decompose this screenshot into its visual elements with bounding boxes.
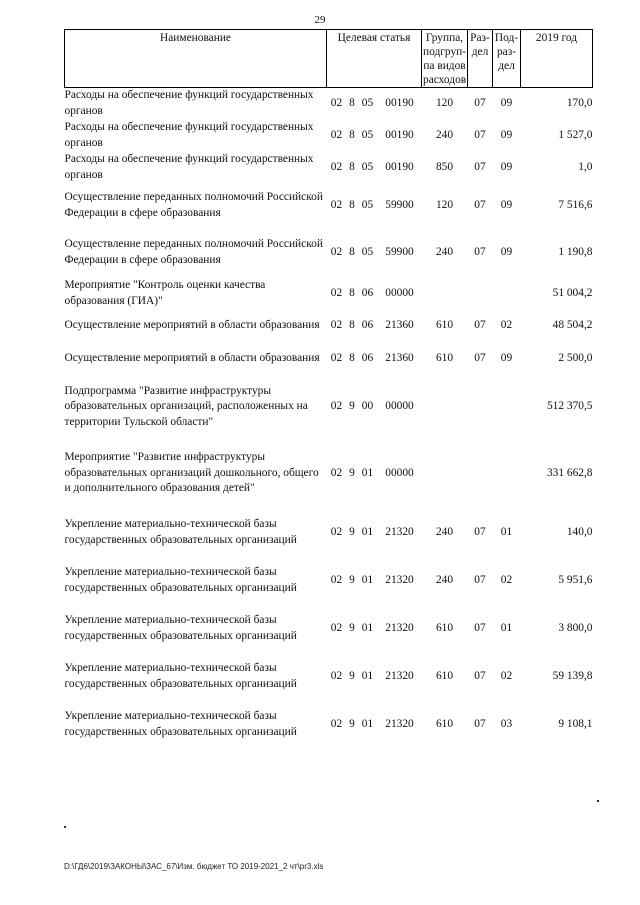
target-code-event: 01	[361, 717, 374, 730]
row-name: Осуществление мероприятий в области образования	[64, 318, 320, 331]
target-code-subprogram: 8	[349, 198, 355, 211]
amount-2019: 170,0	[566, 97, 593, 109]
subsection-code: 09	[500, 97, 513, 109]
row-name: Мероприятие "Контроль оценки качества образования (ГИА)"	[64, 279, 266, 307]
table-row	[65, 184, 593, 228]
target-code-program: 02	[330, 400, 343, 413]
target-code-direction: 59900	[385, 245, 414, 258]
section-code: 07	[474, 128, 486, 141]
target-code-program: 02	[330, 717, 343, 730]
header-group-line: Группа,	[425, 32, 464, 44]
target-code-direction: 00000	[385, 286, 414, 299]
table-row	[65, 310, 593, 342]
target-code-program: 02	[330, 128, 343, 141]
header-group	[422, 30, 468, 88]
expense-group: 240	[435, 525, 454, 538]
target-code-subprogram: 9	[349, 669, 355, 682]
table-header-row	[65, 30, 593, 88]
row-name: Укрепление материально-технической базы государственных образовательных организаций	[64, 614, 297, 642]
target-code-event: 01	[361, 525, 374, 538]
target-code-direction: 21320	[385, 717, 414, 730]
target-code-direction: 21320	[385, 621, 414, 634]
target-code-event: 05	[361, 198, 374, 211]
section-code: 07	[474, 621, 486, 634]
target-code-program: 02	[330, 669, 343, 682]
section-code: 07	[474, 245, 486, 258]
subsection-code	[493, 278, 521, 310]
section-code	[468, 376, 493, 439]
target-code-event: 01	[361, 466, 374, 479]
header-section	[468, 30, 493, 88]
target-code-subprogram: 8	[349, 351, 355, 364]
target-code-event: 01	[361, 573, 374, 586]
target-code-subprogram: 9	[349, 400, 355, 413]
expense-group: 240	[435, 128, 454, 141]
expense-group	[422, 278, 468, 310]
row-name: Укрепление материально-технической базы государственных образовательных организаций	[64, 710, 297, 738]
table-row	[65, 342, 593, 376]
section-code: 07	[474, 351, 486, 364]
target-code-subprogram: 9	[349, 573, 355, 586]
page-number: 29	[314, 14, 326, 26]
row-name: Осуществление мероприятий в области образования	[64, 351, 320, 364]
target-code-event: 01	[361, 669, 374, 682]
target-code-direction: 00190	[385, 97, 414, 109]
subsection-code: 09	[500, 160, 513, 173]
target-code-subprogram: 9	[349, 717, 355, 730]
row-name: Осуществление переданных полномочий Российской Федерации в сфере образования	[64, 238, 323, 266]
target-code-event: 05	[361, 245, 374, 258]
header-section-line: Раз-	[470, 32, 490, 44]
section-code: 07	[474, 573, 486, 586]
expense-group: 120	[435, 97, 454, 109]
section-code: 07	[474, 717, 486, 730]
table-row	[65, 228, 593, 278]
table-row	[65, 376, 593, 439]
row-name: Укрепление материально-технической базы государственных образовательных организаций	[64, 518, 297, 546]
amount-2019: 1 527,0	[558, 128, 593, 141]
table-row	[65, 278, 593, 310]
target-code-event: 06	[361, 286, 374, 299]
table-row	[65, 653, 593, 701]
target-code-direction: 00000	[385, 466, 414, 479]
section-code: 07	[474, 198, 486, 211]
row-name: Подпрограмма "Развитие инфраструктуры образовательных организаций, расположенных на территории Тульской области"	[64, 384, 308, 428]
header-subsection	[493, 30, 521, 88]
target-code-program: 02	[330, 525, 343, 538]
expense-group: 610	[435, 318, 454, 331]
target-code-subprogram: 9	[349, 525, 355, 538]
row-name: Расходы на обеспечение функций государственных органов	[64, 153, 314, 181]
expense-group: 240	[435, 573, 454, 586]
target-code-direction: 00190	[385, 160, 414, 173]
section-code: 07	[474, 318, 486, 331]
table-row	[65, 605, 593, 653]
table-row	[65, 120, 593, 152]
row-name: Расходы на обеспечение функций государственных органов	[64, 89, 314, 117]
table-row	[65, 439, 593, 509]
target-code-subprogram: 9	[349, 621, 355, 634]
target-code-subprogram: 8	[349, 318, 355, 331]
header-group-line: подгруп-	[423, 46, 467, 58]
target-code-program: 02	[330, 466, 343, 479]
target-code-subprogram: 8	[349, 286, 355, 299]
amount-2019: 7 516,6	[558, 198, 593, 211]
target-code-subprogram: 9	[349, 466, 355, 479]
header-subsection-line: Под-	[494, 32, 519, 44]
subsection-code	[493, 376, 521, 439]
section-code: 07	[474, 160, 486, 173]
subsection-code: 02	[500, 669, 513, 682]
amount-2019: 9 108,1	[558, 717, 593, 730]
target-code-program: 02	[330, 198, 343, 211]
target-code-event: 01	[361, 621, 374, 634]
amount-2019: 2 500,0	[558, 351, 593, 364]
amount-2019: 331 662,8	[546, 466, 593, 479]
scan-speck	[597, 800, 599, 802]
target-code-direction: 21360	[385, 318, 414, 331]
target-code-subprogram: 8	[349, 245, 355, 258]
file-path-footer: D:\ГД6\2019\ЗАКОНЫ\ЗАС_67\Изм. бюджет ТО 2019-2021_2 чт\pr3.xls	[64, 862, 324, 871]
target-code-program: 02	[330, 351, 343, 364]
amount-2019: 3 800,0	[558, 621, 593, 634]
expense-group	[422, 439, 468, 509]
header-target: Целевая статья	[327, 30, 422, 88]
header-name: Наименование	[65, 30, 327, 88]
expense-group: 850	[435, 160, 454, 173]
target-code-direction: 59900	[385, 198, 414, 211]
target-code-program: 02	[330, 621, 343, 634]
section-code	[468, 278, 493, 310]
subsection-code: 02	[500, 318, 513, 331]
row-name: Мероприятие "Развитие инфраструктуры образовательных организаций дошкольного, общего и дополнительного образования детей"	[64, 451, 319, 495]
subsection-code: 03	[500, 717, 513, 730]
budget-table	[64, 29, 593, 749]
target-code-program: 02	[330, 245, 343, 258]
subsection-code: 01	[500, 621, 513, 634]
amount-2019: 512 370,5	[546, 400, 593, 413]
table-row	[65, 701, 593, 749]
row-name: Укрепление материально-технической базы государственных образовательных организаций	[64, 662, 297, 690]
subsection-code: 09	[500, 245, 513, 258]
expense-group	[422, 376, 468, 439]
header-group-line: расходов	[423, 74, 467, 86]
header-subsection-line: дел	[498, 60, 515, 72]
target-code-subprogram: 8	[349, 160, 355, 173]
target-code-direction: 21320	[385, 669, 414, 682]
subsection-code: 09	[500, 198, 513, 211]
subsection-code	[493, 439, 521, 509]
expense-group: 610	[435, 621, 454, 634]
table-row	[65, 152, 593, 184]
target-code-program: 02	[330, 286, 343, 299]
subsection-code: 01	[500, 525, 513, 538]
target-code-event: 00	[361, 400, 374, 413]
target-code-subprogram: 8	[349, 97, 355, 109]
target-code-event: 06	[361, 351, 374, 364]
target-code-program: 02	[330, 97, 343, 109]
target-code-program: 02	[330, 160, 343, 173]
amount-2019: 51 004,2	[552, 286, 593, 299]
header-group-line: па видов	[423, 60, 466, 72]
scan-speck	[64, 826, 66, 828]
amount-2019: 1,0	[578, 160, 593, 173]
target-code-event: 05	[361, 97, 374, 109]
target-code-direction: 21360	[385, 351, 414, 364]
subsection-code: 09	[500, 351, 513, 364]
target-code-direction: 21320	[385, 573, 414, 586]
target-code-program: 02	[330, 318, 343, 331]
target-code-event: 05	[361, 128, 374, 141]
table-row	[65, 88, 593, 120]
amount-2019: 140,0	[566, 525, 593, 538]
row-name: Расходы на обеспечение функций государственных органов	[64, 121, 314, 149]
header-year: 2019 год	[521, 30, 593, 88]
amount-2019: 48 504,2	[552, 318, 593, 331]
table-row	[65, 509, 593, 557]
section-code: 07	[474, 97, 486, 109]
expense-group: 610	[435, 669, 454, 682]
target-code-direction: 00000	[385, 400, 414, 413]
subsection-code: 02	[500, 573, 513, 586]
target-code-program: 02	[330, 573, 343, 586]
amount-2019: 1 190,8	[558, 245, 593, 258]
expense-group: 240	[435, 245, 454, 258]
subsection-code: 09	[500, 128, 513, 141]
expense-group: 610	[435, 351, 454, 364]
amount-2019: 59 139,8	[552, 669, 593, 682]
header-subsection-line: раз-	[496, 46, 517, 58]
section-code: 07	[474, 525, 486, 538]
section-code	[468, 439, 493, 509]
amount-2019: 5 951,6	[558, 573, 593, 586]
section-code: 07	[474, 669, 486, 682]
target-code-event: 05	[361, 160, 374, 173]
header-section-line: дел	[471, 46, 489, 58]
target-code-direction: 00190	[385, 128, 414, 141]
expense-group: 610	[435, 717, 454, 730]
target-code-event: 06	[361, 318, 374, 331]
table-row	[65, 557, 593, 605]
expense-group: 120	[435, 198, 454, 211]
target-code-direction: 21320	[385, 525, 414, 538]
target-code-subprogram: 8	[349, 128, 355, 141]
row-name: Укрепление материально-технической базы государственных образовательных организаций	[64, 566, 297, 594]
row-name: Осуществление переданных полномочий Российской Федерации в сфере образования	[64, 191, 323, 219]
